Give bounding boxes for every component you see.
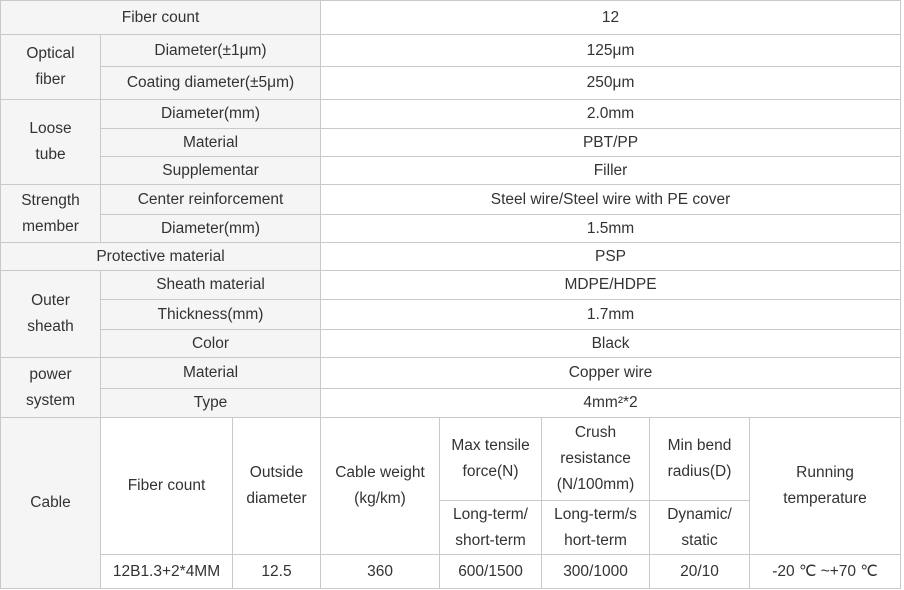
cable-header-max-tensile: Max tensile force(N) <box>440 418 542 501</box>
sheath-color-value: Black <box>321 330 901 358</box>
cable-value-running-temp: -20 ℃ ~+70 ℃ <box>750 555 901 589</box>
tube-diameter-label: Diameter(mm) <box>101 100 321 129</box>
cable-group: Cable <box>1 418 101 589</box>
strength-diameter-label: Diameter(mm) <box>101 215 321 243</box>
row-protective-material <box>1 243 901 271</box>
tube-supplementar-value: Filler <box>321 157 901 185</box>
row-cable-header <box>1 418 901 501</box>
row-sheath-material <box>1 271 901 300</box>
row-tube-diameter <box>1 100 901 129</box>
power-type-label: Type <box>101 389 321 418</box>
power-system-group: power system <box>1 358 101 418</box>
cable-header-min-bend: Min bend radius(D) <box>650 418 750 501</box>
cable-header-crush: Crush resistance (N/100mm) <box>542 418 650 501</box>
tube-supplementar-label: Supplementar <box>101 157 321 185</box>
tube-material-value: PBT/PP <box>321 129 901 157</box>
cable-header-running-temp: Running temperature <box>750 418 901 555</box>
row-fiber-count <box>1 1 901 35</box>
sheath-material-label: Sheath material <box>101 271 321 300</box>
row-sheath-thickness <box>1 300 901 330</box>
fiber-diameter-label: Diameter(±1μm) <box>101 35 321 67</box>
protective-material-value: PSP <box>321 243 901 271</box>
row-coating-diameter <box>1 67 901 100</box>
power-material-label: Material <box>101 358 321 389</box>
cable-value-min-bend: 20/10 <box>650 555 750 589</box>
cable-header-cable-weight: Cable weight (kg/km) <box>321 418 440 555</box>
coating-diameter-label: Coating diameter(±5μm) <box>101 67 321 100</box>
cable-subheader-crush: Long-term/s hort-term <box>542 501 650 555</box>
center-reinforcement-label: Center reinforcement <box>101 185 321 215</box>
outer-sheath-group: Outer sheath <box>1 271 101 358</box>
cable-header-outside-diameter: Outside diameter <box>233 418 321 555</box>
sheath-thickness-label: Thickness(mm) <box>101 300 321 330</box>
power-type-value: 4mm²*2 <box>321 389 901 418</box>
cable-value-max-tensile: 600/1500 <box>440 555 542 589</box>
cable-value-outside-diameter: 12.5 <box>233 555 321 589</box>
fiber-diameter-value: 125μm <box>321 35 901 67</box>
row-tube-supplementar <box>1 157 901 185</box>
protective-material-label: Protective material <box>1 243 321 271</box>
cable-value-crush: 300/1000 <box>542 555 650 589</box>
sheath-material-value: MDPE/HDPE <box>321 271 901 300</box>
fiber-count-label: Fiber count <box>1 1 321 35</box>
row-cable-values <box>1 555 901 589</box>
row-power-type <box>1 389 901 418</box>
fiber-count-value: 12 <box>321 1 901 35</box>
sheath-color-label: Color <box>101 330 321 358</box>
optical-fiber-group: Optical fiber <box>1 35 101 100</box>
tube-diameter-value: 2.0mm <box>321 100 901 129</box>
cable-subheader-bend: Dynamic/ static <box>650 501 750 555</box>
row-fiber-diameter <box>1 35 901 67</box>
coating-diameter-value: 250μm <box>321 67 901 100</box>
cable-subheader-tensile: Long-term/ short-term <box>440 501 542 555</box>
tube-material-label: Material <box>101 129 321 157</box>
sheath-thickness-value: 1.7mm <box>321 300 901 330</box>
strength-diameter-value: 1.5mm <box>321 215 901 243</box>
power-material-value: Copper wire <box>321 358 901 389</box>
cable-value-fiber-count: 12B1.3+2*4MM <box>101 555 233 589</box>
cable-value-cable-weight: 360 <box>321 555 440 589</box>
row-strength-diameter <box>1 215 901 243</box>
strength-member-group: Strength member <box>1 185 101 243</box>
row-power-material <box>1 358 901 389</box>
cable-header-fiber-count: Fiber count <box>101 418 233 555</box>
loose-tube-group: Loose tube <box>1 100 101 185</box>
row-tube-material <box>1 129 901 157</box>
center-reinforcement-value: Steel wire/Steel wire with PE cover <box>321 185 901 215</box>
row-sheath-color <box>1 330 901 358</box>
row-center-reinforcement <box>1 185 901 215</box>
